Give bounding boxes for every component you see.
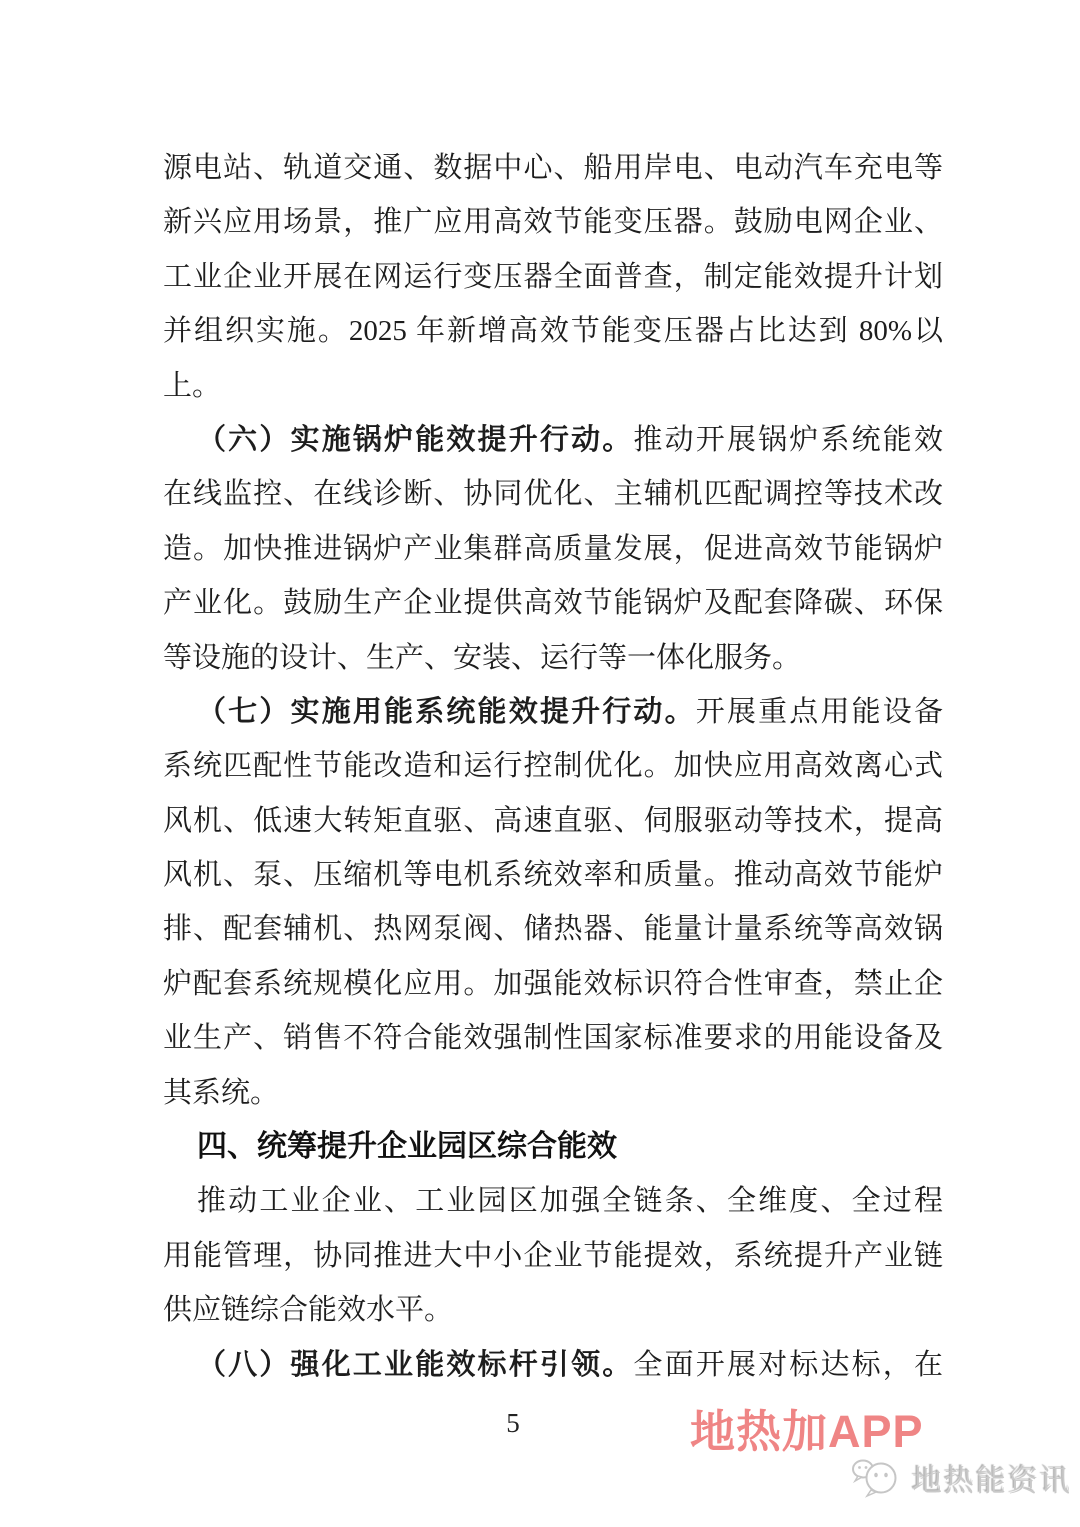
- text-line: [163, 957, 943, 1011]
- section-heading: [163, 1120, 943, 1174]
- text-line: [163, 304, 943, 358]
- text-line: [163, 141, 943, 195]
- text-run: 风机、泵、压缩机等电机系统效率和质量。推动高效节能炉: [163, 859, 943, 892]
- bold-run: （七）实施用能系统能效提升行动。: [197, 695, 696, 728]
- text-line: [163, 1229, 943, 1283]
- text-line: [163, 467, 943, 521]
- text-line: [163, 685, 943, 739]
- text-run: 系统匹配性节能改造和运行控制优化。加快应用高效离心式: [163, 750, 943, 783]
- paragraph-item-7-energy-system-efficiency: [163, 685, 943, 1120]
- paragraph-item-6-boiler-efficiency: [163, 413, 943, 685]
- watermark-direjia-app: 地热加APP: [690, 1406, 924, 1457]
- text-line: [163, 631, 943, 685]
- text-run: 开展重点用能设备: [695, 695, 943, 728]
- text-line: [163, 1338, 943, 1392]
- text-run: 造。加快推进锅炉产业集群高质量发展，促进高效节能锅炉: [163, 532, 943, 565]
- text-line: [163, 250, 943, 304]
- text-run: 炉配套系统规模化应用。加强能效标识符合性审查，禁止企: [163, 967, 943, 1000]
- text-line: [163, 1283, 943, 1337]
- text-run: 风机、低速大转矩直驱、高速直驱、伺服驱动等技术，提高: [163, 804, 943, 837]
- bold-run: （六）实施锅炉能效提升行动。: [197, 423, 634, 456]
- text-run: 新兴应用场景，推广应用高效节能变压器。鼓励电网企业、: [163, 206, 943, 239]
- text-line: [163, 195, 943, 249]
- brand-text: 地热能资讯: [912, 1465, 1072, 1498]
- text-run: 其系统。: [163, 1076, 280, 1109]
- bold-run: 四、统筹提升企业园区综合能效: [197, 1130, 617, 1164]
- document-body: [163, 141, 943, 1392]
- text-line: [163, 522, 943, 576]
- text-run: 业生产、销售不符合能效强制性国家标准要求的用能设备及: [163, 1022, 943, 1055]
- text-run: 排、配套辅机、热网泵阀、储热器、能量计量系统等高效锅: [163, 913, 943, 946]
- bold-run: （八）强化工业能效标杆引领。: [197, 1348, 634, 1381]
- text-run: 等设施的设计、生产、安装、运行等一体化服务。: [163, 641, 802, 674]
- text-line: [163, 1174, 943, 1228]
- text-line: [163, 902, 943, 956]
- text-run: 推动工业企业、工业园区加强全链条、全维度、全过程: [197, 1185, 943, 1218]
- section-heading-4: [163, 1120, 943, 1174]
- text-run: 工业企业开展在网运行变压器全面普查，制定能效提升计划: [163, 260, 943, 293]
- text-line: [163, 576, 943, 630]
- paragraph-item-8-benchmark-leading: [163, 1338, 943, 1392]
- text-run: 供应链综合能效水平。: [163, 1294, 454, 1327]
- text-run: 用能管理，协同推进大中小企业节能提效，系统提升产业链: [163, 1239, 943, 1272]
- text-line: [163, 1066, 943, 1120]
- brand-footer: [850, 1456, 1072, 1500]
- paragraph-transformer-continued: [163, 141, 943, 413]
- text-line: [163, 413, 943, 467]
- text-run: 并组织实施。2025 年新增高效节能变压器占比达到 80%以: [163, 315, 943, 348]
- text-line: [163, 739, 943, 793]
- text-line: [163, 794, 943, 848]
- text-run: 产业化。鼓励生产企业提供高效节能锅炉及配套降碳、环保: [163, 587, 943, 620]
- text-line: [163, 1011, 943, 1065]
- wechat-icon: [850, 1457, 902, 1499]
- text-run: 上。: [163, 369, 222, 402]
- text-run: 推动开展锅炉系统能效: [633, 423, 943, 456]
- text-run: 全面开展对标达标，在: [633, 1348, 943, 1381]
- page-number: 5: [506, 1408, 520, 1438]
- paragraph-park-overview: [163, 1174, 943, 1337]
- text-line: [163, 359, 943, 413]
- text-line: [163, 848, 943, 902]
- text-run: 源电站、轨道交通、数据中心、船用岸电、电动汽车充电等: [163, 152, 943, 184]
- text-run: 在线监控、在线诊断、协同优化、主辅机匹配调控等技术改: [163, 478, 943, 511]
